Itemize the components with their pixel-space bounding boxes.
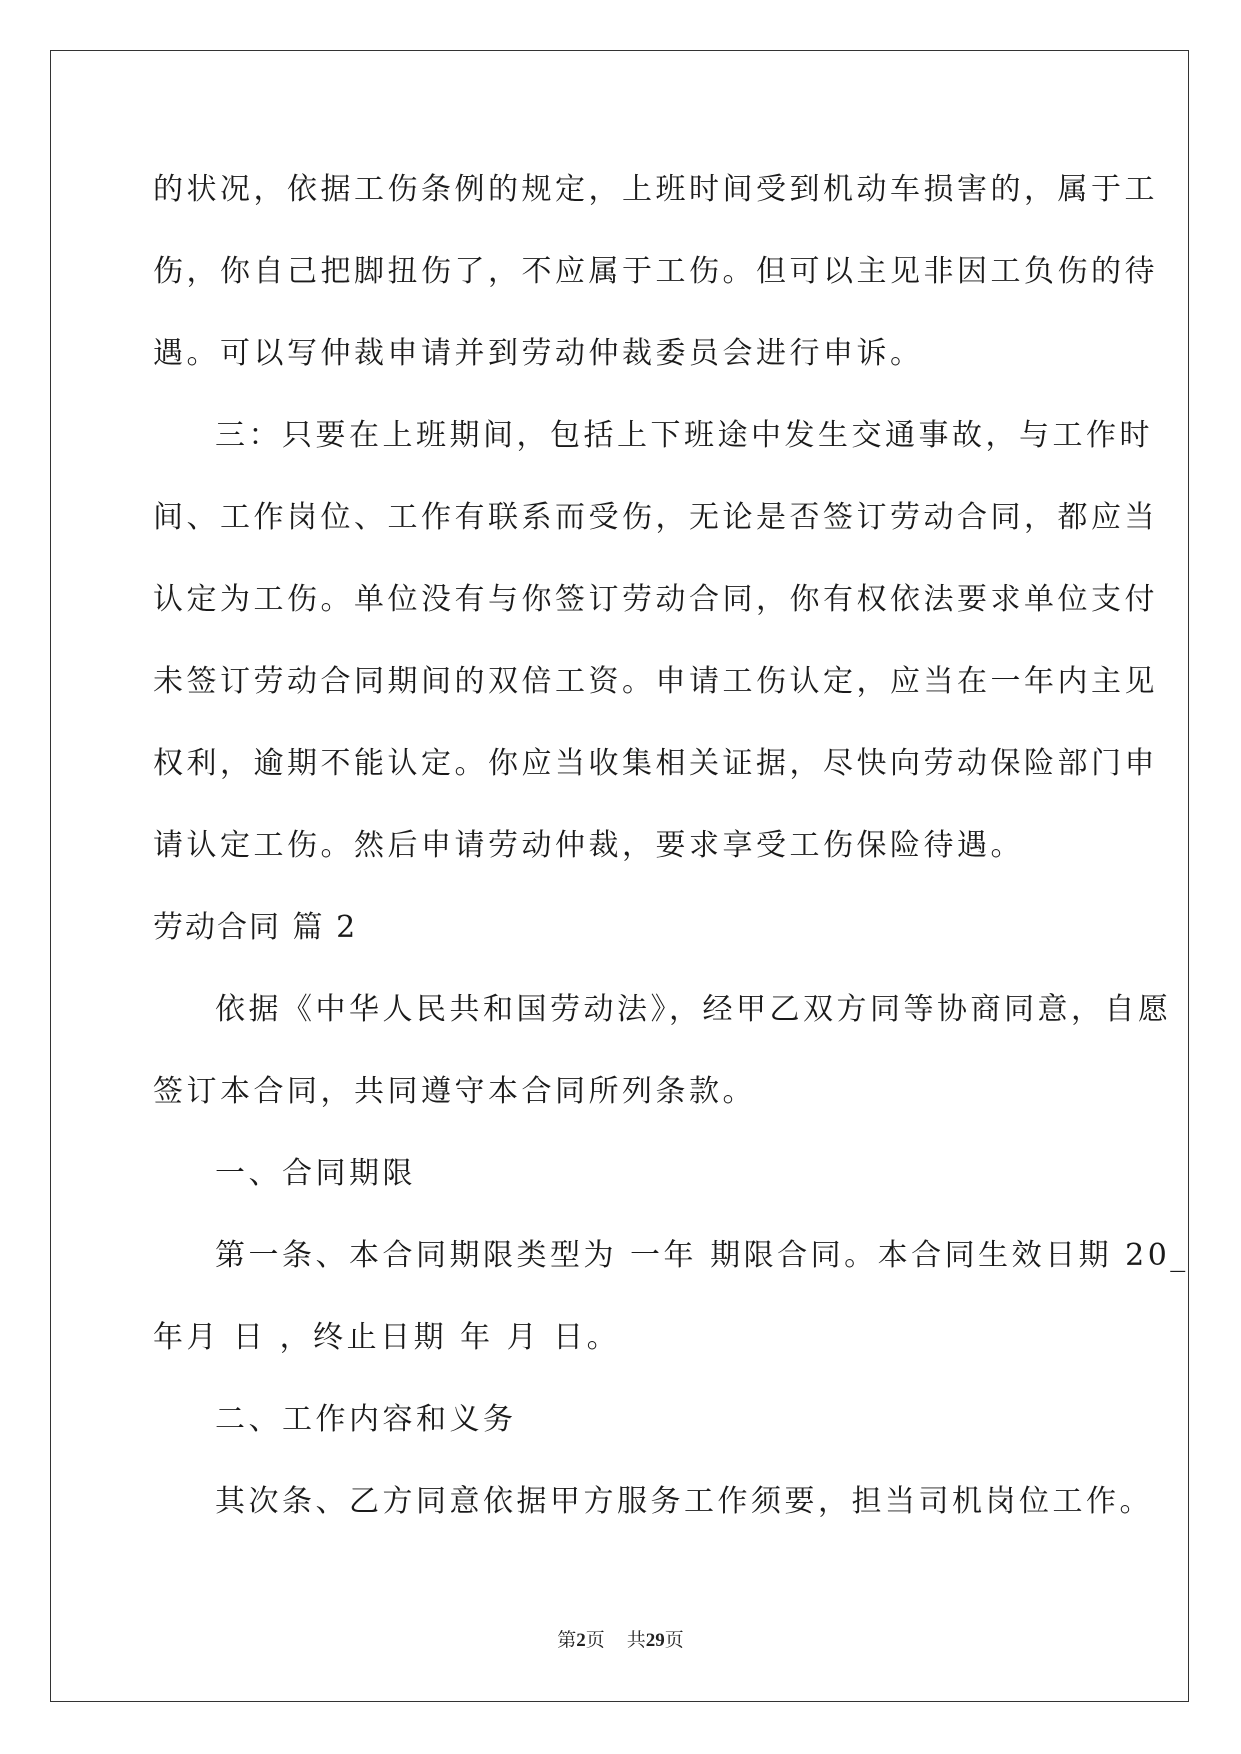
footer-total-prefix: 共 xyxy=(626,1629,646,1651)
text-line: 权利，逾期不能认定。你应当收集相关证据，尽快向劳动保险部门申 xyxy=(153,746,1158,781)
text-line: 间、工作岗位、工作有联系而受伤，无论是否签订劳动合同，都应当 xyxy=(153,500,1158,535)
section-heading: 劳动合同 篇 2 xyxy=(153,910,358,945)
footer-page-suffix: 页 xyxy=(585,1629,605,1651)
page-footer xyxy=(0,1625,1241,1652)
footer-prefix: 第 xyxy=(557,1629,577,1651)
clause-heading: 一、合同期限 xyxy=(215,1156,416,1191)
clause-heading: 二、工作内容和义务 xyxy=(215,1402,517,1437)
text-line: 签订本合同，共同遵守本合同所列条款。 xyxy=(153,1074,756,1109)
text-line: 其次条、乙方同意依据甲方服务工作须要，担当司机岗位工作。 xyxy=(215,1484,1153,1519)
text-line: 的状况，依据工伤条例的规定，上班时间受到机动车损害的，属于工 xyxy=(153,172,1158,207)
text-line: 未签订劳动合同期间的双倍工资。申请工伤认定，应当在一年内主见 xyxy=(153,664,1158,699)
footer-total-suffix: 页 xyxy=(664,1629,684,1651)
text-line: 请认定工伤。然后申请劳动仲裁，要求享受工伤保险待遇。 xyxy=(153,828,1024,863)
text-line: 遇。可以写仲裁申请并到劳动仲裁委员会进行申诉。 xyxy=(153,336,924,371)
text-line: 认定为工伤。单位没有与你签订劳动合同，你有权依法要求单位支付 xyxy=(153,582,1158,617)
document-body xyxy=(153,160,1189,1554)
total-page-count: 29 xyxy=(645,1630,665,1651)
text-line: 年月 日 ，终止日期 年 月 日。 xyxy=(153,1320,621,1355)
current-page-number: 2 xyxy=(576,1630,586,1651)
text-line: 依据《中华人民共和国劳动法》，经甲乙双方同等协商同意，自愿 xyxy=(215,992,1172,1027)
text-line: 第一条、本合同期限类型为 一年 期限合同。本合同生效日期 20_ xyxy=(215,1238,1189,1273)
text-line: 三：只要在上班期间，包括上下班途中发生交通事故，与工作时 xyxy=(215,418,1153,453)
text-line: 伤，你自己把脚扭伤了，不应属于工伤。但可以主见非因工负伤的待 xyxy=(153,254,1158,289)
